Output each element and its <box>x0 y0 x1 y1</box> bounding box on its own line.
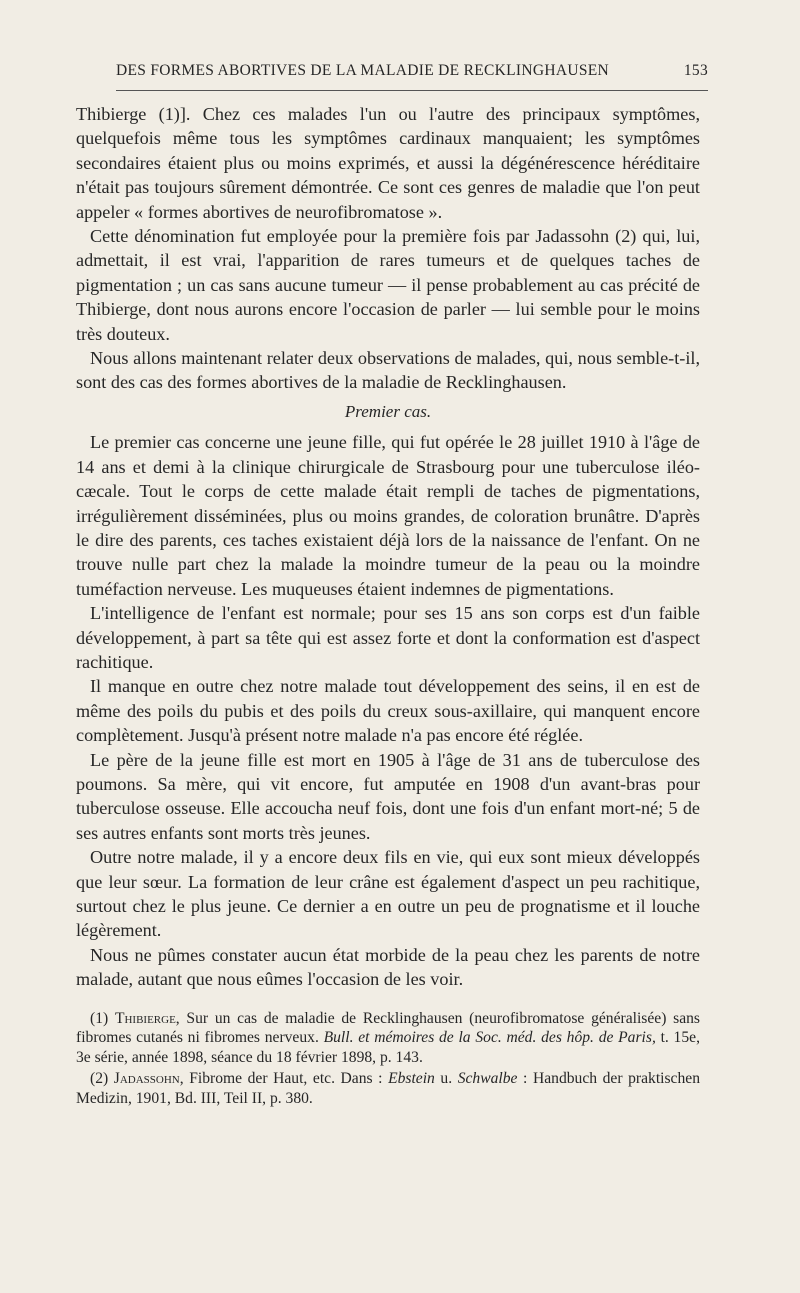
paragraph-2: Cette dénomination fut employée pour la première fois par Jadassohn (2) qui, lui, admettait, il est vrai, l'apparition de rares tumeurs et de quelques taches de pigmentation ; un cas sans aucune tumeur — il pense probablement au cas précité de Thibierge, dont nous aurons encore l'occasion de parler — lui semble pour le moins très douteux. <box>76 226 700 344</box>
footnote-2-author: Jadassohn <box>113 1070 180 1088</box>
footnote-2-source-1: Ebstein <box>388 1070 435 1088</box>
footnote-2-text: , Fibrome der Haut, etc. Dans : <box>179 1070 389 1088</box>
footnote-1-rest: t. 15e, 3e série, année 1898, séance du 18 février 1898, p. 143. <box>76 1029 700 1066</box>
paragraph-4: Le premier cas concerne une jeune fille, qui fut opérée le 28 juillet 1910 à l'âge de 14 ans et demi à la clinique chirurgicale de Strasbourg pour une tuberculose iléo-cæcale. Tout le corps de cette malade était rempli de taches de pigmentations, irrégulièrement disséminées, plus ou moins grandes, de coloration brunâtre. D'après le dire des parents, ces taches existaient déjà lors de la naissance de l'enfant. On ne trouve nulle part chez la malade la moindre tumeur de la peau ou la moindre tuméfaction nerveuse. Les muqueuses étaient indemnes de pigmentations. <box>76 432 700 599</box>
footnote-2-rest: : Handbuch der praktischen Medizin, 1901, Bd. III, Teil II, p. 380. <box>76 1070 700 1107</box>
paragraph-7: Le père de la jeune fille est mort en 1905 à l'âge de 31 ans de tuberculose des poumons. Sa mère, qui vit encore, fut amputée en 1908 d'un avant-bras pour tuberculose osseuse. Elle accoucha neuf fois, dont une fois d'un enfant mort-né; 5 de ses autres enfants sont morts très jeunes. <box>76 749 700 843</box>
section-subheading: Premier cas. <box>344 401 432 421</box>
footnote-2-number: (2) <box>90 1070 109 1088</box>
paragraph-8: Outre notre malade, il y a encore deux fils en vie, qui eux sont mieux développés que leur sœur. La formation de leur crâne est également d'aspect un peu rachitique, surtout chez le plus jeune. Ce dernier a en outre un peu de prognatisme et il louche légèrement. <box>76 847 700 941</box>
footnote-2-mid: u. <box>434 1070 458 1088</box>
footnote-2-source-2: Schwalbe <box>457 1070 518 1088</box>
paragraph-3: Nous allons maintenant relater deux observations de malades, qui, nous semble-t-il, sont des cas des formes abortives de la maladie de Recklinghausen. <box>76 348 700 393</box>
running-header <box>116 62 708 91</box>
footnotes <box>76 1009 700 1109</box>
footnote-1 <box>76 1009 700 1068</box>
paragraph-9: Nous ne pûmes constater aucun état morbide de la peau chez les parents de notre malade, autant que nous eûmes l'occasion de les voir. <box>76 944 700 990</box>
footnote-1-number: (1) <box>90 1009 109 1027</box>
footnote-2 <box>76 1069 700 1108</box>
paragraph-6: Il manque en outre chez notre malade tout développement des seins, il en est de même des poils du pubis et des poils du creux sous-axillaire, qui manquent encore complètement. Jusqu'à présent notre malade n'a pas encore été réglée. <box>76 676 700 746</box>
page <box>76 62 708 1111</box>
footnote-1-text: , Sur un cas de maladie de Recklinghausen (neurofibromatose généralisée) sans fibromes cutanés ni fibromes nerveux. <box>76 1009 701 1047</box>
paragraph-5: L'intelligence de l'enfant est normale; pour ses 15 ans son corps est d'un faible développement, à part sa tête qui est assez forte et dont la conformation est d'aspect rachitique. <box>76 603 700 672</box>
footnote-1-journal: Bull. et mémoires de la Soc. méd. des hôp. de Paris, <box>323 1029 656 1047</box>
page-number: 153 <box>683 62 708 79</box>
body-text <box>76 102 700 992</box>
paragraph-1: Thibierge (1)]. Chez ces malades l'un ou l'autre des principaux symptômes, quelquefois même tous les symptômes cardinaux manquaient; les symptômes secondaires étaient plus ou moins exprimés, et aussi la dégénérescence héréditaire n'était pas toujours sûrement démontrée. Ce sont ces genres de maladie que l'on peut appeler « formes abortives de neurofibromatose ». <box>76 104 700 222</box>
running-title: DES FORMES ABORTIVES DE LA MALADIE DE RECKLINGHAUSEN <box>116 62 610 79</box>
footnote-1-author: Thibierge <box>114 1009 176 1027</box>
